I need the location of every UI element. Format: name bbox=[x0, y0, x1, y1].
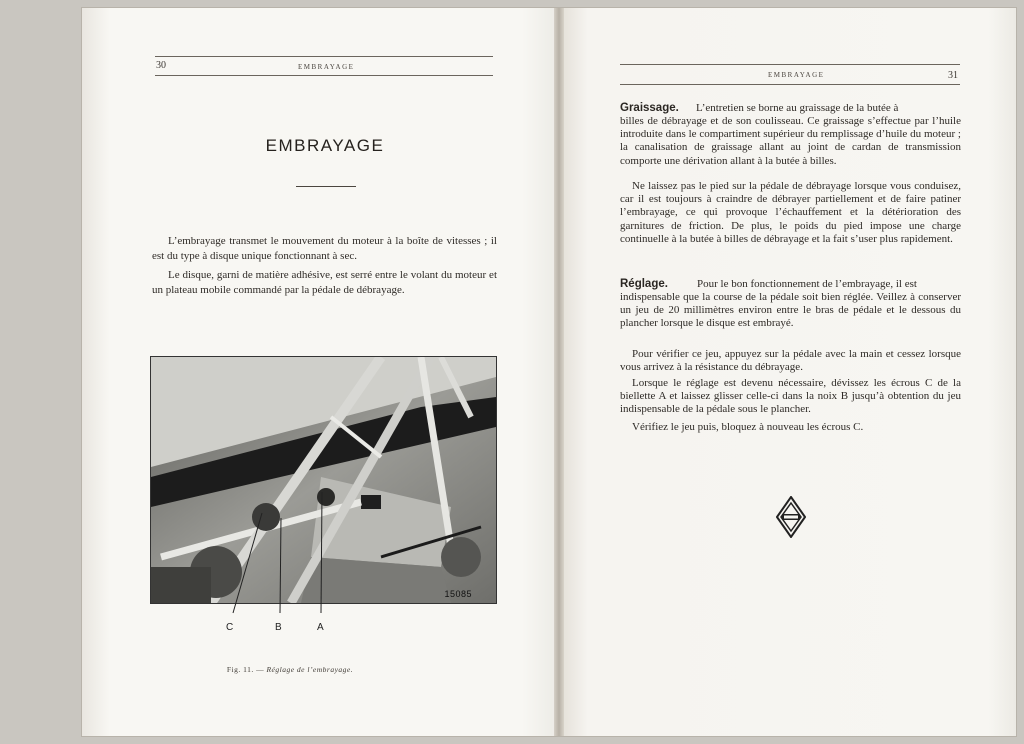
left-running-head: EMBRAYAGE bbox=[298, 63, 355, 71]
reglage-heading: Réglage. bbox=[620, 278, 668, 290]
left-page-number: 30 bbox=[156, 60, 166, 71]
intro-paragraph-1: L’embrayage transmet le mouvement du moteur à la boîte de vitesses ; il est du type à disque unique fonctionnant à sec. bbox=[152, 235, 497, 262]
figure-caption bbox=[200, 665, 380, 674]
graissage-paragraph-2: Ne laissez pas le pied sur la pédale de débrayage lorsque vous conduisez, car il est toujours à craindre de débrayer partiellement et de faire patiner l’embrayage, ce qui provoque l’échauffement et la détérioration des garnitures de friction. De plus, le poids du pied impose une charge continuelle à la butée à billes de débrayage et la fait s’user plus rapidement. bbox=[620, 180, 961, 245]
right-running-head: EMBRAYAGE bbox=[768, 71, 825, 79]
right-header-rule-top bbox=[620, 64, 960, 65]
reglage-paragraph-4: Vérifiez le jeu puis, bloquez à nouveau les écrous C. bbox=[632, 421, 864, 433]
renault-diamond-logo bbox=[776, 496, 806, 538]
reglage-body: indispensable que la course de la pédale soit bien réglée. Veillez à conserver un jeu de 20 millimètres environ entre le bras de pédale et le dessous du plancher lorsque le disque est embrayé. bbox=[620, 291, 961, 330]
reglage-paragraph-2: Pour vérifier ce jeu, appuyez sur la pédale avec la main et cessez lorsque vous arrivez à la résistance du débrayage. bbox=[620, 348, 961, 374]
right-page-number: 31 bbox=[948, 70, 958, 81]
photo-plate-number: 15085 bbox=[444, 589, 472, 599]
figure-caption-text: Réglage de l’embrayage. bbox=[266, 665, 354, 674]
graissage-heading: Graissage. bbox=[620, 102, 679, 114]
callout-label-a: A bbox=[317, 622, 324, 633]
intro-paragraph-2: Le disque, garni de matière adhésive, est serré entre le volant du moteur et un plateau mobile commandé par la pédale de débrayage. bbox=[152, 269, 497, 296]
graissage-body: billes de débrayage et de son coulisseau. Ce graissage s’effectue par l’huile introduite dans le compartiment supérieur du remplissage d’huile du moteur ; la canalisation de graissage allant au joint de cardan de transmission comporte une dérivation allant à la butée à billes. bbox=[620, 115, 961, 167]
reglage-lead: Pour le bon fonctionnement de l’embrayage, il est bbox=[697, 278, 917, 290]
callout-label-c: C bbox=[226, 622, 234, 633]
graissage-lead: L’entretien se borne au graissage de la butée à bbox=[696, 102, 899, 114]
figure-caption-prefix: Fig. 11. — bbox=[226, 665, 265, 674]
callout-label-b: B bbox=[275, 622, 282, 633]
reglage-paragraph-3: Lorsque le réglage est devenu nécessaire, dévissez les écrous C de la biellette A et laissez glisser celle-ci dans la noix B jusqu’à obtention du jeu indispensable de la pédale sous le plancher. bbox=[620, 377, 961, 416]
chapter-title: EMBRAYAGE bbox=[265, 136, 385, 155]
right-header-rule-bottom bbox=[620, 84, 960, 85]
